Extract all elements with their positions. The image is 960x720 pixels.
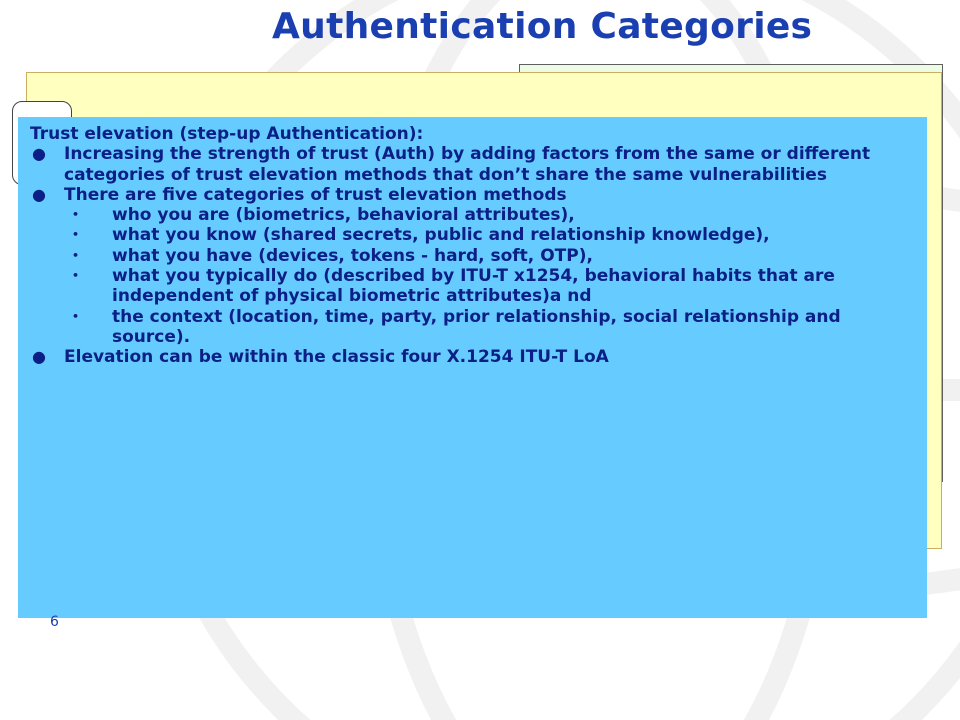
sub-list-item: [30, 205, 915, 225]
sub-list-item: [30, 246, 915, 266]
bullet-list: [30, 144, 915, 367]
sub-bullet-text: what you typically do (described by ITU-T x1254, behavioral habits that are independent of physical biometric attributes)a nd: [112, 266, 835, 307]
sub-list-item: [30, 225, 915, 245]
content-panel: [18, 117, 927, 618]
sub-bullet-icon: •: [72, 309, 80, 323]
bullet-icon: ●: [32, 184, 46, 204]
slide-title: Authentication Categories: [272, 6, 813, 47]
sub-bullet-text: what you know (shared secrets, public and relationship knowledge),: [112, 225, 770, 246]
bullet-icon: ●: [32, 347, 46, 367]
sub-bullet-text: what you have (devices, tokens - hard, soft, OTP),: [112, 245, 593, 266]
sub-bullet-icon: •: [72, 208, 80, 222]
list-item: [30, 185, 915, 347]
slide-number: 6: [50, 614, 59, 630]
sub-bullet-text: the context (location, time, party, prior relationship, social relationship and source).: [112, 306, 841, 347]
sub-bullet-icon: •: [72, 228, 80, 242]
bullet-icon: ●: [32, 144, 46, 164]
list-item: [30, 144, 915, 185]
bullet-text: There are five categories of trust elevation methods: [64, 184, 567, 205]
sub-bullet-icon: •: [72, 248, 80, 262]
panel-heading: Trust elevation (step-up Authentication):: [30, 124, 424, 144]
sub-list-item: [30, 307, 915, 348]
sub-bullet-list: [64, 205, 915, 347]
bullet-text: Increasing the strength of trust (Auth) by adding factors from the same or different categories of trust elevation methods that don’t share the same vulnerabilities: [64, 144, 871, 185]
sub-bullet-icon: •: [72, 269, 80, 283]
bullet-text: Elevation can be within the classic four X.1254 ITU-T LoA: [64, 347, 609, 368]
list-item: [30, 347, 915, 367]
sub-list-item: [30, 266, 915, 307]
sub-bullet-text: who you are (biometrics, behavioral attributes),: [112, 205, 575, 226]
